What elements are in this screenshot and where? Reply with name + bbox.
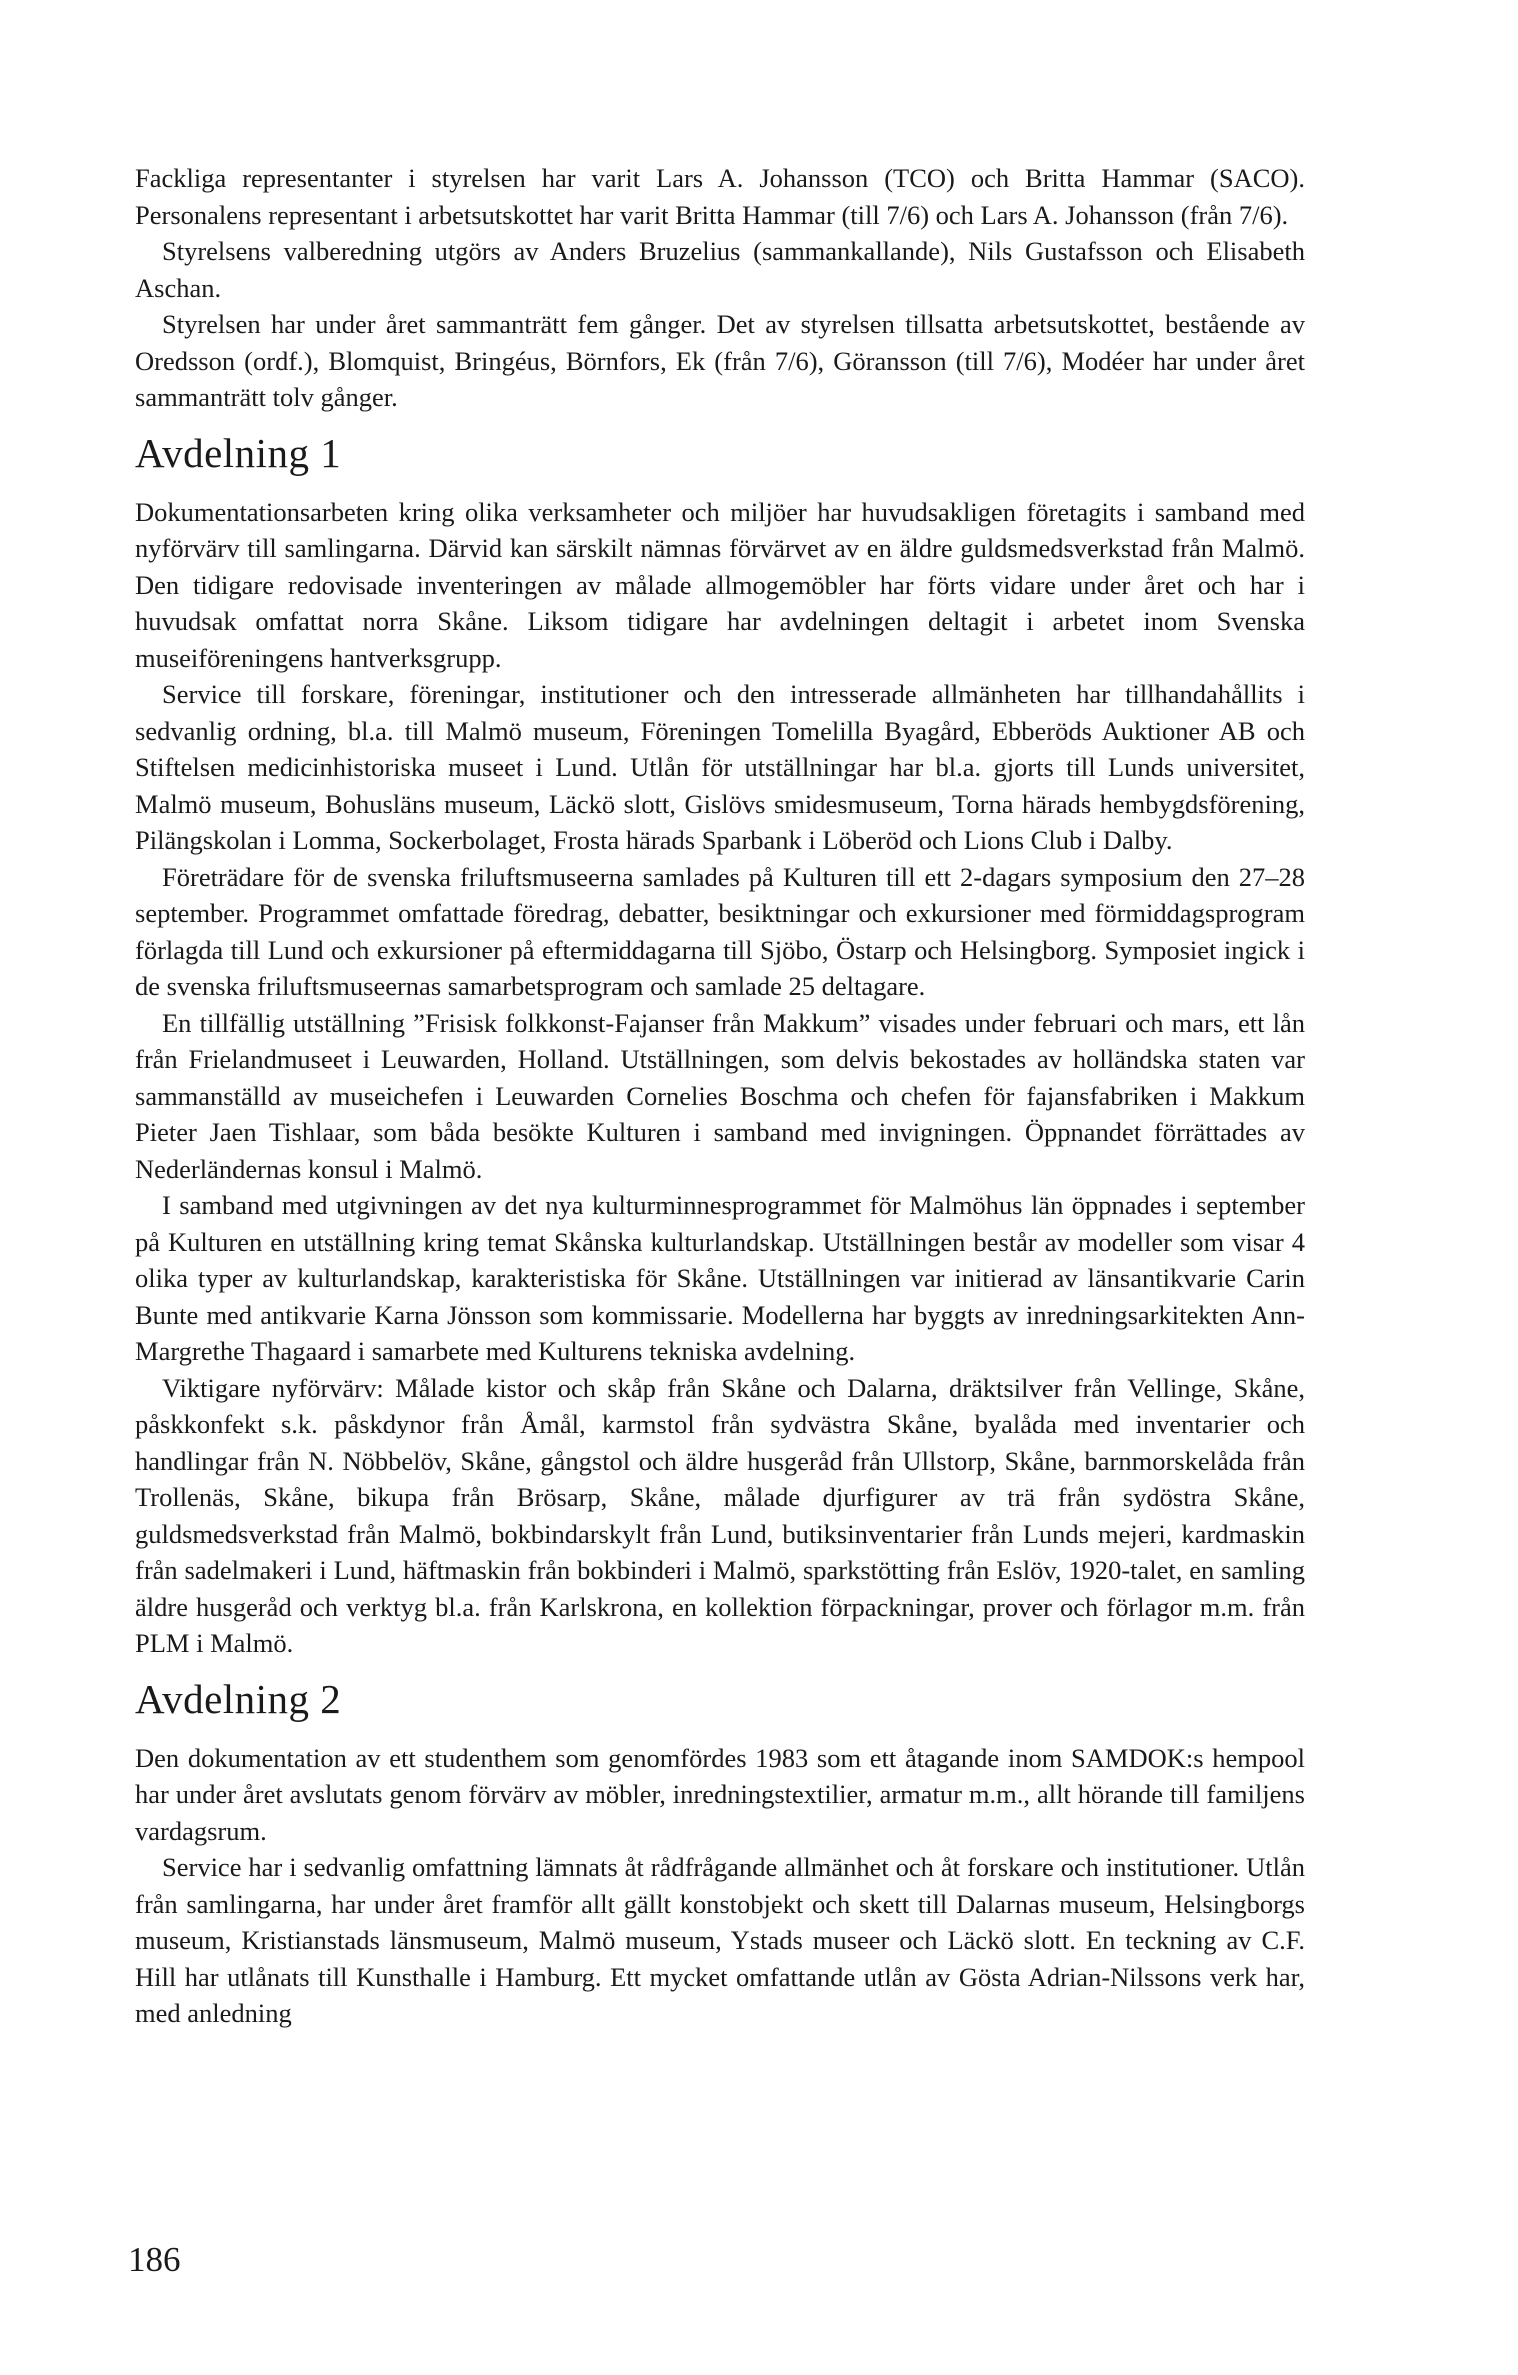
intro-paragraph: Fackliga representanter i styrelsen har varit Lars A. Johansson (TCO) och Britta Hammar (SACO). Personalens representant i arbetsutskottet har varit Britta Hammar (till 7/6) och Lars A. Johansson (från 7/6). [135,163,1305,230]
body-paragraph: En tillfällig utställning ”Frisisk folkkonst-Fajanser från Makkum” visades under februari och mars, ett lån från Frielandmuseet i Leuwarden, Holland. Utställningen, som delvis bekostades av holländska staten var sammanställd av museichefen i Leuwarden Cornelies Boschma och chefen för fajansfabriken i Makkum Pieter Jaen Tishlaar, som båda besökte Kulturen i samband med invigningen. Öppnandet förrättades av Nederländernas konsul i Malmö. [135,1007,1305,1184]
intro-paragraph: Styrelsen har under året sammanträtt fem gånger. Det av styrelsen tillsatta arbetsutskottet, bestående av Oredsson (ordf.), Blomquist, Bringéus, Börnfors, Ek (från 7/6), Göransson (till 7/6), Modéer har under året sammanträtt tolv gånger. [135,309,1305,412]
section-heading: Avdelning 2 [135,1675,342,1722]
section-2-body [135,1740,1305,2032]
body-paragraph: Företrädare för de svenska friluftsmuseerna samlades på Kulturen till ett 2-dagars symposium den 27–28 september. Programmet omfattade föredrag, debatter, besiktningar och exkursioner med förmiddagsprogram förlagda till Lund och exkursioner på eftermiddagarna till Sjöbo, Östarp och Helsingborg. Symposiet ingick i de svenska friluftsmuseernas samarbetsprogram och samlade 25 deltagare. [135,861,1305,1001]
intro-block [135,160,1305,416]
body-paragraph: Service har i sedvanlig omfattning lämnats åt rådfrågande allmänhet och åt forskare och institutioner. Utlån från samlingarna, har under året framför allt gällt konstobjekt och skett till Dalarnas museum, Helsingborgs museum, Kristianstads länsmuseum, Malmö museum, Ystads museer och Läckö slott. En teckning av C.F. Hill har utlånats till Kunsthalle i Hamburg. Ett mycket omfattande utlån av Gösta Adrian-Nilssons verk har, med anledning [135,1852,1305,2028]
intro-paragraph: Styrelsens valberedning utgörs av Anders Bruzelius (sammankallande), Nils Gustafsson och Elisabeth Aschan. [135,236,1305,303]
body-paragraph: Dokumentationsarbeten kring olika verksamheter och miljöer har huvudsakligen företagits i samband med nyförvärv till samlingarna. Därvid kan särskilt nämnas förvärvet av en äldre guldsmedsverkstad från Malmö. Den tidigare redovisade inventeringen av målade allmogemöbler har förts vidare under året och har i huvudsak omfattat norra Skåne. Liksom tidigare har avdelningen deltagit i arbetet inom Svenska museiföreningens hantverksgrupp. [135,496,1305,673]
body-paragraph: I samband med utgivningen av det nya kulturminnesprogrammet för Malmöhus län öppnades i september på Kulturen en utställning kring temat Skånska kulturlandskap. Utställningen består av modeller som visar 4 olika typer av kulturlandskap, karakteristiska för Skåne. Utställningen var initierad av länsantikvarie Carin Bunte med antikvarie Karna Jönsson som kommissarie. Modellerna har byggts av inredningsarkitekten Ann-Margrethe Thagaard i samarbete med Kulturens tekniska avdelning. [135,1190,1305,1366]
page-body [135,160,1305,2032]
body-paragraph: Den dokumentation av ett studenthem som genomfördes 1983 som ett åtagande inom SAMDOK:s hempool har under året avslutats genom förvärv av möbler, inredningstextilier, armatur m.m., allt hörande till familjens vardagsrum. [135,1742,1305,1846]
section-heading: Avdelning 1 [135,429,342,476]
page-number: 186 [128,2240,181,2279]
section-1-body [135,494,1305,1662]
body-paragraph: Viktigare nyförvärv: Målade kistor och skåp från Skåne och Dalarna, dräktsilver från Vellinge, Skåne, påskkonfekt s.k. påskdynor från Åmål, karmstol från sydvästra Skåne, byalåda med inventarier och handlingar från N. Nöbbelöv, Skåne, gångstol och äldre husgeråd från Ullstorp, Skåne, barnmorskelåda från Trollenäs, Skåne, bikupa från Brösarp, Skåne, målade djurfigurer av trä från sydöstra Skåne, guldsmedsverkstad från Malmö, bokbindarskylt från Lund, butiksinventarier från Lunds mejeri, kardmaskin från sadelmakeri i Lund, häftmaskin från bokbinderi i Malmö, sparkstötting från Eslöv, 1920-talet, en samling äldre husgeråd och verktyg bl.a. från Karlskrona, en kollektion förpackningar, prover och förlagor m.m. från PLM i Malmö. [135,1372,1305,1658]
body-paragraph: Service till forskare, föreningar, institutioner och den intresserade allmänheten har tillhandahållits i sedvanlig ordning, bl.a. till Malmö museum, Föreningen Tomelilla Byagård, Ebberöds Auktioner AB och Stiftelsen medicinhistoriska museet i Lund. Utlån för utställningar har bl.a. gjorts till Lunds universitet, Malmö museum, Bohusläns museum, Läckö slott, Gislövs smidesmuseum, Torna härads hembygdsförening, Pilängskolan i Lomma, Sockerbolaget, Frosta härads Sparbank i Löberöd och Lions Club i Dalby. [135,679,1305,855]
